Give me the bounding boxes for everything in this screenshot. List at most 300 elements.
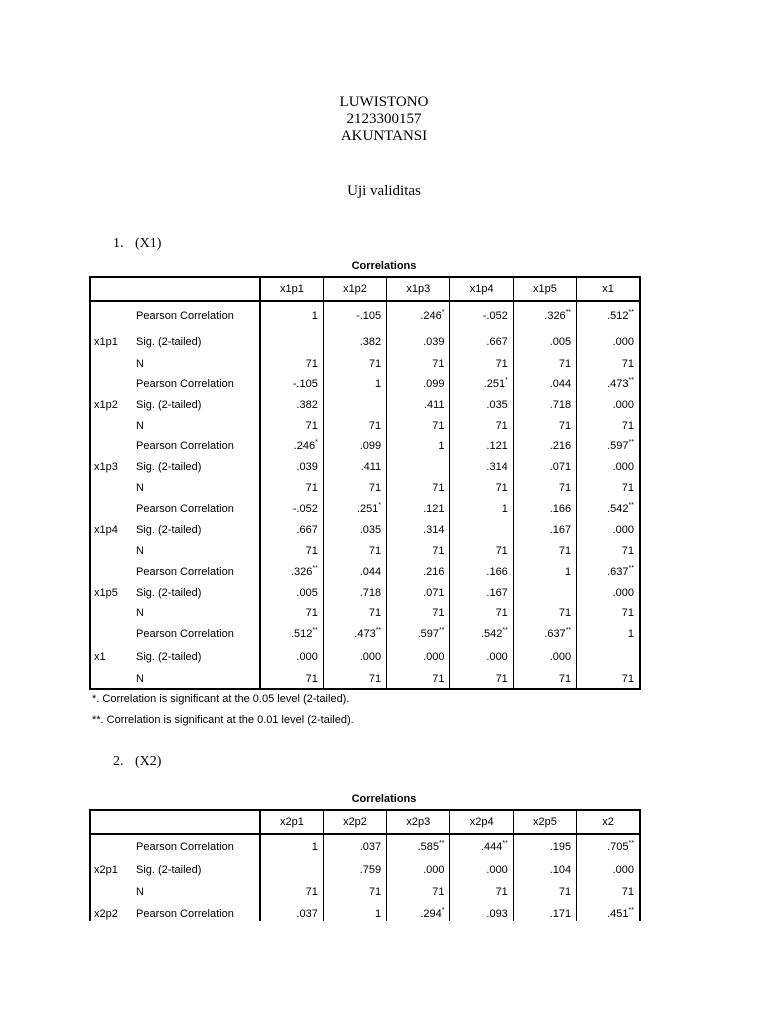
value-cell [577, 645, 640, 669]
value-cell: .000 [577, 858, 640, 881]
value-cell [260, 834, 323, 858]
value-cell: .314 [387, 519, 450, 540]
correlation-value: 1 [627, 628, 634, 640]
row-variable-label: x1p4 [90, 519, 136, 540]
significance-marker: ** [375, 627, 382, 634]
correlation-value: .166 [549, 502, 572, 515]
row-variable-label: x1 [90, 645, 136, 669]
correlation-value: .444 [480, 840, 503, 853]
column-header: x1p4 [450, 277, 513, 301]
row-variable-spacer [90, 540, 136, 561]
value-cell: 71 [387, 415, 450, 436]
value-cell: .005 [260, 582, 323, 603]
value-cell: 71 [577, 415, 640, 436]
value-cell: 71 [450, 669, 513, 689]
value-cell: .104 [513, 858, 576, 881]
statistic-label: Sig. (2-tailed) [136, 335, 202, 348]
correlation-value: .216 [423, 565, 445, 578]
header-blank-cell [90, 277, 260, 301]
section-1-heading [113, 236, 161, 252]
significance-marker: * [441, 906, 445, 914]
significance-marker: ** [628, 564, 634, 572]
value-cell [260, 436, 323, 456]
significance-marker: ** [628, 906, 634, 914]
value-cell: 71 [513, 353, 576, 374]
value-cell: .039 [387, 330, 450, 353]
correlation-value: .637 [544, 628, 566, 640]
value-cell [387, 498, 450, 519]
correlation-value: .246 [293, 440, 316, 452]
correlation-value: 1 [438, 440, 445, 452]
value-cell: .035 [323, 519, 386, 540]
value-cell: .667 [450, 330, 513, 353]
value-cell: .035 [450, 394, 513, 415]
value-cell [450, 436, 513, 456]
value-cell: 71 [260, 415, 323, 436]
value-cell [323, 394, 386, 415]
value-cell [577, 436, 640, 456]
value-cell: .000 [450, 858, 513, 881]
footnote-001: **. Correlation is significant at the 0.01 level (2-tailed). [92, 714, 354, 726]
department: AKUNTANSI [340, 128, 428, 144]
correlation-value: .542 [480, 628, 503, 640]
value-cell: 71 [513, 478, 576, 498]
value-cell: .000 [577, 394, 640, 415]
significance-marker: ** [628, 839, 634, 847]
value-cell: 71 [387, 478, 450, 498]
header-blank-cell [90, 810, 260, 834]
value-cell [323, 301, 386, 330]
row-variable-spacer [90, 623, 136, 645]
table-row [90, 353, 640, 374]
value-cell [450, 301, 513, 330]
column-header: x2p1 [260, 810, 323, 834]
column-header: x2p5 [513, 810, 576, 834]
value-cell: .000 [387, 858, 450, 881]
correlation-value: .326 [290, 565, 313, 578]
table-row [90, 834, 640, 858]
value-cell: 71 [513, 540, 576, 561]
correlation-value: .512 [290, 628, 313, 640]
statistic-label: Sig. (2-tailed) [136, 586, 202, 599]
table-row [90, 330, 640, 353]
significance-marker: ** [628, 501, 634, 509]
table-row [90, 301, 640, 330]
row-variable-label: x1p3 [90, 456, 136, 478]
column-header: x1p3 [387, 277, 450, 301]
value-cell [450, 834, 513, 858]
value-cell: 71 [323, 669, 386, 689]
statistic-label: Sig. (2-tailed) [136, 461, 202, 473]
column-header: x1 [577, 277, 640, 301]
correlation-value: .451 [607, 907, 629, 920]
value-cell [450, 374, 513, 394]
statistic-label: N [136, 544, 144, 557]
value-cell: 71 [323, 353, 386, 374]
statistic-label: Sig. (2-tailed) [136, 863, 202, 876]
value-cell: .000 [577, 456, 640, 478]
statistic-label: N [136, 482, 144, 494]
correlation-value: .044 [359, 565, 382, 578]
column-header: x2p3 [387, 810, 450, 834]
value-cell: 71 [577, 603, 640, 623]
value-cell [513, 374, 576, 394]
value-cell: .411 [323, 456, 386, 478]
significance-marker: ** [439, 839, 445, 847]
table-row [90, 415, 640, 436]
value-cell [323, 498, 386, 519]
correlation-value: 1 [565, 565, 572, 578]
significance-marker: ** [628, 309, 634, 316]
value-cell [513, 834, 576, 858]
table-row [90, 669, 640, 689]
correlation-value: .585 [417, 840, 440, 853]
value-cell [577, 902, 640, 921]
correlation-value: .473 [354, 628, 376, 640]
significance-marker: ** [565, 309, 572, 316]
significance-marker: ** [312, 627, 318, 634]
section-1-number: 1. [113, 236, 124, 251]
value-cell [387, 436, 450, 456]
value-cell [513, 902, 576, 921]
row-variable-spacer [90, 669, 136, 689]
significance-marker: * [441, 309, 445, 316]
value-cell [260, 858, 323, 881]
statistic-label: Pearson Correlation [136, 840, 234, 853]
value-cell: 71 [387, 540, 450, 561]
correlation-value: .597 [417, 628, 440, 640]
statistic-label: Pearson Correlation [136, 502, 234, 515]
column-header: x1p1 [260, 277, 323, 301]
value-cell: 71 [260, 669, 323, 689]
row-variable-spacer [90, 881, 136, 902]
table-row [90, 603, 640, 623]
correlation-value: 1 [311, 310, 318, 322]
value-cell [387, 561, 450, 582]
correlation-value: .093 [486, 907, 508, 920]
value-cell: .382 [260, 394, 323, 415]
value-cell [323, 374, 386, 394]
statistic-label: N [136, 669, 260, 689]
section-1-label: (X1) [135, 236, 162, 251]
value-cell: 71 [450, 881, 513, 902]
table-2-title: Correlations [351, 793, 417, 805]
correlation-value: .121 [423, 502, 445, 515]
table-row [90, 623, 640, 645]
value-cell: 71 [323, 881, 386, 902]
value-cell: 71 [323, 415, 386, 436]
row-variable-label: x2p1 [90, 858, 136, 881]
value-cell: 71 [450, 603, 513, 623]
correlation-value: .166 [486, 565, 508, 578]
value-cell [450, 561, 513, 582]
significance-marker: ** [565, 627, 572, 634]
table-row [90, 858, 640, 881]
value-cell [513, 436, 576, 456]
row-variable-spacer [90, 498, 136, 519]
value-cell [577, 834, 640, 858]
column-header: x1p2 [323, 277, 386, 301]
value-cell: 71 [260, 881, 323, 902]
correlation-value: -.105 [292, 378, 318, 390]
statistic-label: Pearson Correlation [136, 378, 234, 390]
value-cell [513, 582, 576, 603]
row-variable-spacer [90, 353, 136, 374]
value-cell: .411 [387, 394, 450, 415]
value-cell: 71 [513, 415, 576, 436]
value-cell: .000 [577, 330, 640, 353]
correlation-value: -.105 [356, 310, 382, 322]
correlation-value: .171 [549, 907, 572, 920]
correlation-value: -.052 [292, 502, 318, 515]
value-cell: .000 [577, 519, 640, 540]
page-title: Uji validitas [347, 183, 421, 199]
value-cell: 71 [450, 415, 513, 436]
value-cell: 71 [450, 540, 513, 561]
correlation-value: .542 [607, 502, 629, 515]
correlation-value: .216 [549, 440, 572, 452]
correlation-value: -.052 [482, 310, 508, 322]
value-cell [323, 436, 386, 456]
value-cell [323, 902, 386, 921]
column-header: x2 [577, 810, 640, 834]
value-cell: 71 [577, 669, 640, 689]
row-variable-label: x2p2 [90, 902, 136, 921]
value-cell: 71 [323, 603, 386, 623]
statistic-label: N [136, 885, 144, 898]
section-2-heading [113, 754, 161, 770]
correlation-value: .597 [607, 440, 629, 452]
value-cell [260, 330, 323, 353]
value-cell: .005 [513, 330, 576, 353]
value-cell [387, 301, 450, 330]
value-cell [387, 374, 450, 394]
correlation-value: .099 [423, 378, 445, 390]
correlation-value: .326 [544, 310, 566, 322]
correlation-value: 1 [375, 907, 382, 920]
significance-marker: * [315, 439, 318, 446]
statistic-label: Pearson Correlation [136, 902, 260, 921]
value-cell: .000 [577, 582, 640, 603]
value-cell [577, 498, 640, 519]
row-variable-label: x1p1 [90, 330, 136, 353]
correlation-value: .294 [420, 907, 442, 920]
value-cell [577, 561, 640, 582]
table-row [90, 436, 640, 456]
statistic-label: N [136, 607, 144, 619]
footnote-005: *. Correlation is significant at the 0.05 level (2-tailed). [92, 693, 350, 705]
statistic-label: N [136, 419, 144, 432]
correlation-value: .705 [607, 840, 629, 853]
table-row [90, 394, 640, 415]
statistic-label: Sig. (2-tailed) [136, 398, 202, 411]
value-cell [577, 374, 640, 394]
table-2-page-clip [89, 809, 649, 921]
table-row [90, 498, 640, 519]
header-row [90, 277, 640, 301]
statistic-label: Pearson Correlation [136, 565, 234, 578]
value-cell: 71 [513, 603, 576, 623]
statistic-label: Sig. (2-tailed) [136, 651, 202, 663]
value-cell [260, 374, 323, 394]
value-cell [577, 301, 640, 330]
value-cell: .167 [513, 519, 576, 540]
section-2-label: (X2) [135, 754, 162, 769]
correlation-value: .251 [357, 502, 379, 515]
table-row [90, 561, 640, 582]
table-1-title: Correlations [351, 260, 417, 272]
table-row [90, 519, 640, 540]
significance-marker: ** [502, 839, 508, 847]
correlation-value: 1 [311, 840, 318, 853]
table-row [90, 902, 640, 921]
value-cell [387, 902, 450, 921]
correlation-value: .044 [549, 378, 572, 390]
correlation-value: .037 [359, 840, 382, 853]
value-cell: 71 [387, 603, 450, 623]
row-variable-spacer [90, 415, 136, 436]
value-cell: .718 [513, 394, 576, 415]
value-cell: .000 [260, 645, 323, 669]
value-cell: .039 [260, 456, 323, 478]
student-id: 2123300157 [346, 111, 422, 127]
value-cell [323, 561, 386, 582]
value-cell: .667 [260, 519, 323, 540]
correlations-table-x2 [89, 809, 641, 921]
section-2-number: 2. [113, 754, 124, 769]
value-cell: 71 [577, 478, 640, 498]
row-variable-spacer [90, 834, 136, 858]
value-cell: .000 [513, 645, 576, 669]
significance-marker: ** [628, 439, 634, 446]
value-cell: .167 [450, 582, 513, 603]
column-header: x2p4 [450, 810, 513, 834]
row-variable-spacer [90, 478, 136, 498]
value-cell: .000 [387, 645, 450, 669]
significance-marker: ** [628, 377, 634, 384]
table-row [90, 582, 640, 603]
correlations-table-x1 [89, 276, 641, 690]
value-cell: 71 [387, 353, 450, 374]
header-row [90, 810, 640, 834]
table-row [90, 456, 640, 478]
table-row [90, 540, 640, 561]
value-cell [260, 301, 323, 330]
value-cell [450, 519, 513, 540]
value-cell [450, 623, 513, 645]
value-cell: .000 [323, 645, 386, 669]
value-cell: 71 [577, 540, 640, 561]
value-cell [450, 498, 513, 519]
value-cell: 71 [260, 603, 323, 623]
correlation-value: .099 [359, 440, 382, 452]
significance-marker: ** [439, 627, 445, 634]
table-row [90, 881, 640, 902]
value-cell [387, 834, 450, 858]
value-cell: .071 [513, 456, 576, 478]
correlation-value: .251 [483, 378, 506, 390]
value-cell [260, 561, 323, 582]
significance-marker: ** [502, 627, 508, 634]
correlation-value: 1 [375, 378, 382, 390]
value-cell: 71 [387, 881, 450, 902]
value-cell: 71 [260, 540, 323, 561]
value-cell: 71 [513, 881, 576, 902]
value-cell: 71 [450, 353, 513, 374]
statistic-label: Pearson Correlation [136, 310, 234, 322]
value-cell: .718 [323, 582, 386, 603]
significance-marker: * [505, 377, 508, 384]
significance-marker: * [378, 501, 382, 509]
value-cell: 71 [323, 540, 386, 561]
value-cell: 71 [577, 881, 640, 902]
correlation-value: .473 [607, 378, 629, 390]
value-cell: 71 [260, 353, 323, 374]
value-cell [323, 623, 386, 645]
table-row [90, 645, 640, 669]
value-cell [577, 623, 640, 645]
column-header: x2p2 [323, 810, 386, 834]
statistic-label: Pearson Correlation [136, 628, 234, 640]
column-header: x1p5 [513, 277, 576, 301]
statistic-label: Sig. (2-tailed) [136, 523, 202, 536]
student-name: LUWISTONO [339, 94, 429, 110]
value-cell [513, 301, 576, 330]
value-cell [260, 902, 323, 921]
value-cell [513, 561, 576, 582]
value-cell: 71 [260, 478, 323, 498]
value-cell: .759 [323, 858, 386, 881]
correlation-value: .195 [549, 840, 572, 853]
row-variable-label: x1p5 [90, 582, 136, 603]
correlation-value: .246 [420, 310, 442, 322]
correlation-value: 1 [501, 502, 508, 515]
value-cell [513, 623, 576, 645]
row-variable-spacer [90, 561, 136, 582]
value-cell [450, 902, 513, 921]
row-variable-spacer [90, 301, 136, 330]
value-cell: .314 [450, 456, 513, 478]
row-variable-spacer [90, 436, 136, 456]
value-cell: 71 [450, 478, 513, 498]
table-row [90, 374, 640, 394]
row-variable-spacer [90, 374, 136, 394]
statistic-label: Pearson Correlation [136, 440, 234, 452]
value-cell: 71 [323, 478, 386, 498]
value-cell [387, 623, 450, 645]
value-cell [513, 498, 576, 519]
row-variable-label: x1p2 [90, 394, 136, 415]
table-row [90, 478, 640, 498]
significance-marker: ** [312, 564, 318, 572]
correlation-value: .512 [607, 310, 629, 322]
value-cell [323, 834, 386, 858]
value-cell: .071 [387, 582, 450, 603]
correlation-value: .037 [296, 907, 318, 920]
statistic-label: N [136, 357, 144, 370]
value-cell [260, 623, 323, 645]
correlation-value: .637 [607, 565, 629, 578]
value-cell: 71 [577, 353, 640, 374]
row-variable-spacer [90, 603, 136, 623]
value-cell [260, 498, 323, 519]
value-cell: 71 [513, 669, 576, 689]
value-cell: .000 [450, 645, 513, 669]
correlation-value: .121 [486, 440, 508, 452]
value-cell: 71 [387, 669, 450, 689]
value-cell [387, 456, 450, 478]
value-cell: .382 [323, 330, 386, 353]
